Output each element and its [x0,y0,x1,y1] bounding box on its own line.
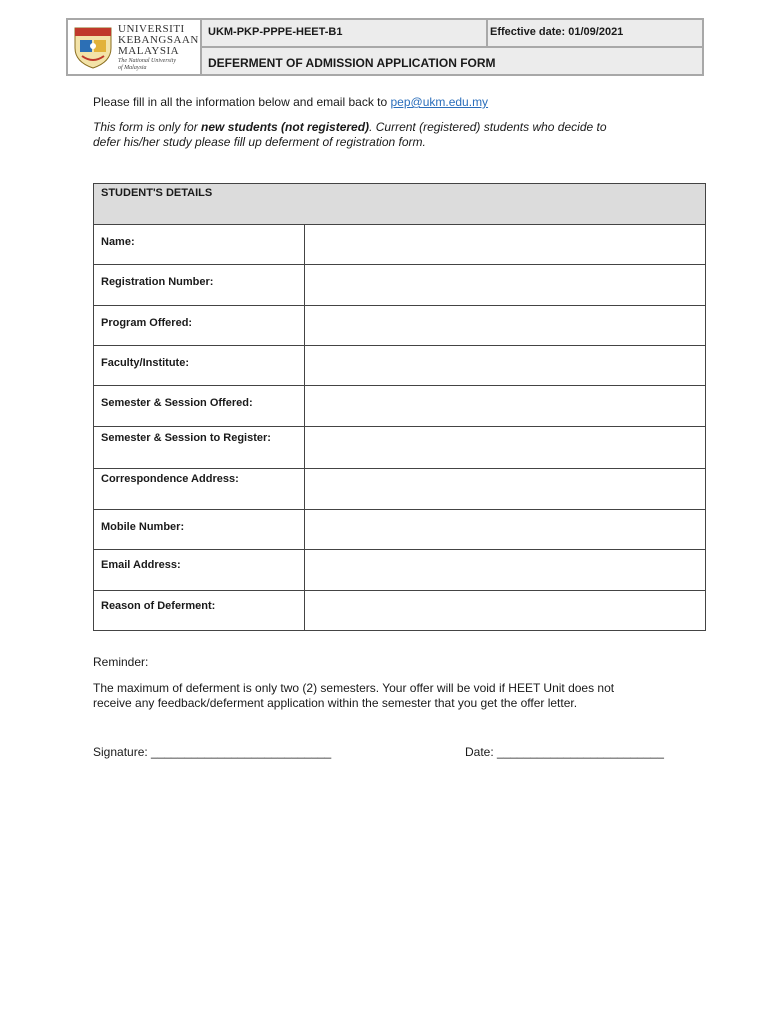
registration-number-field[interactable] [305,265,705,305]
table-row [94,591,705,630]
reason-of-deferment-field[interactable] [305,591,705,630]
form-code: UKM-PKP-PPPE-HEET-B1 [202,20,488,48]
email-address-field[interactable] [305,550,705,590]
note-bold: new students (not registered) [201,120,370,134]
form-header [66,18,704,76]
reminder-text [93,681,614,711]
field-label: Email Address: [94,550,305,590]
table-row [94,550,705,591]
student-details-table [93,183,706,631]
table-row [94,225,705,265]
student-details-heading: STUDENT'S DETAILS [94,184,705,225]
semester-session-register-field[interactable] [305,427,705,468]
field-label: Faculty/Institute: [94,346,305,385]
field-label: Mobile Number: [94,510,305,549]
field-label: Program Offered: [94,306,305,345]
signature-line[interactable]: Signature: ___________________________ [93,745,332,759]
mobile-number-field[interactable] [305,510,705,549]
table-row [94,510,705,550]
field-label: Correspondence Address: [94,469,305,509]
reminder-line1: The maximum of deferment is only two (2) semesters. Your offer will be void if HEET Unit does not [93,681,615,695]
field-label: Semester & Session to Register: [94,427,305,468]
email-link[interactable]: pep@ukm.edu.my [390,95,489,109]
logo-university-line2: KEBANGSAAN [118,33,199,46]
ukm-crest-icon [72,24,114,70]
table-row [94,346,705,386]
note-rest: . Current (registered) students who decide to [369,120,607,134]
field-label: Registration Number: [94,265,305,305]
date-line[interactable]: Date: _________________________ [465,745,664,759]
logo-university-line3: MALAYSIA [118,44,180,57]
logo-tagline-line1: The National University [118,57,176,64]
table-row [94,386,705,427]
ukm-logo [68,20,202,74]
reminder-line2: receive any feedback/deferment application within the semester that you get the offer letter. [93,696,578,710]
note-text [93,120,673,150]
reminder-title: Reminder: [93,655,149,669]
logo-university-line1: UNIVERSITI [118,22,185,35]
field-label: Name: [94,225,305,264]
form-title: DEFERMENT OF ADMISSION APPLICATION FORM [202,48,702,74]
note-prefix: This form is only for [93,120,202,134]
field-label: Reason of Deferment: [94,591,305,630]
semester-session-offered-field[interactable] [305,386,705,426]
correspondence-address-field[interactable] [305,469,705,509]
field-label: Semester & Session Offered: [94,386,305,426]
logo-tagline-line2: of Malaysia [118,64,147,71]
instruction-prefix: Please fill in all the information below and email back to [93,95,391,109]
program-offered-field[interactable] [305,306,705,345]
table-row [94,265,705,306]
effective-date: Effective date: 01/09/2021 [488,20,702,48]
table-row [94,306,705,346]
note-line2: defer his/her study please fill up deferment of registration form. [93,135,426,149]
table-row [94,469,705,510]
table-row [94,427,705,469]
name-field[interactable] [305,225,705,264]
instruction-text [93,95,488,110]
faculty-institute-field[interactable] [305,346,705,385]
